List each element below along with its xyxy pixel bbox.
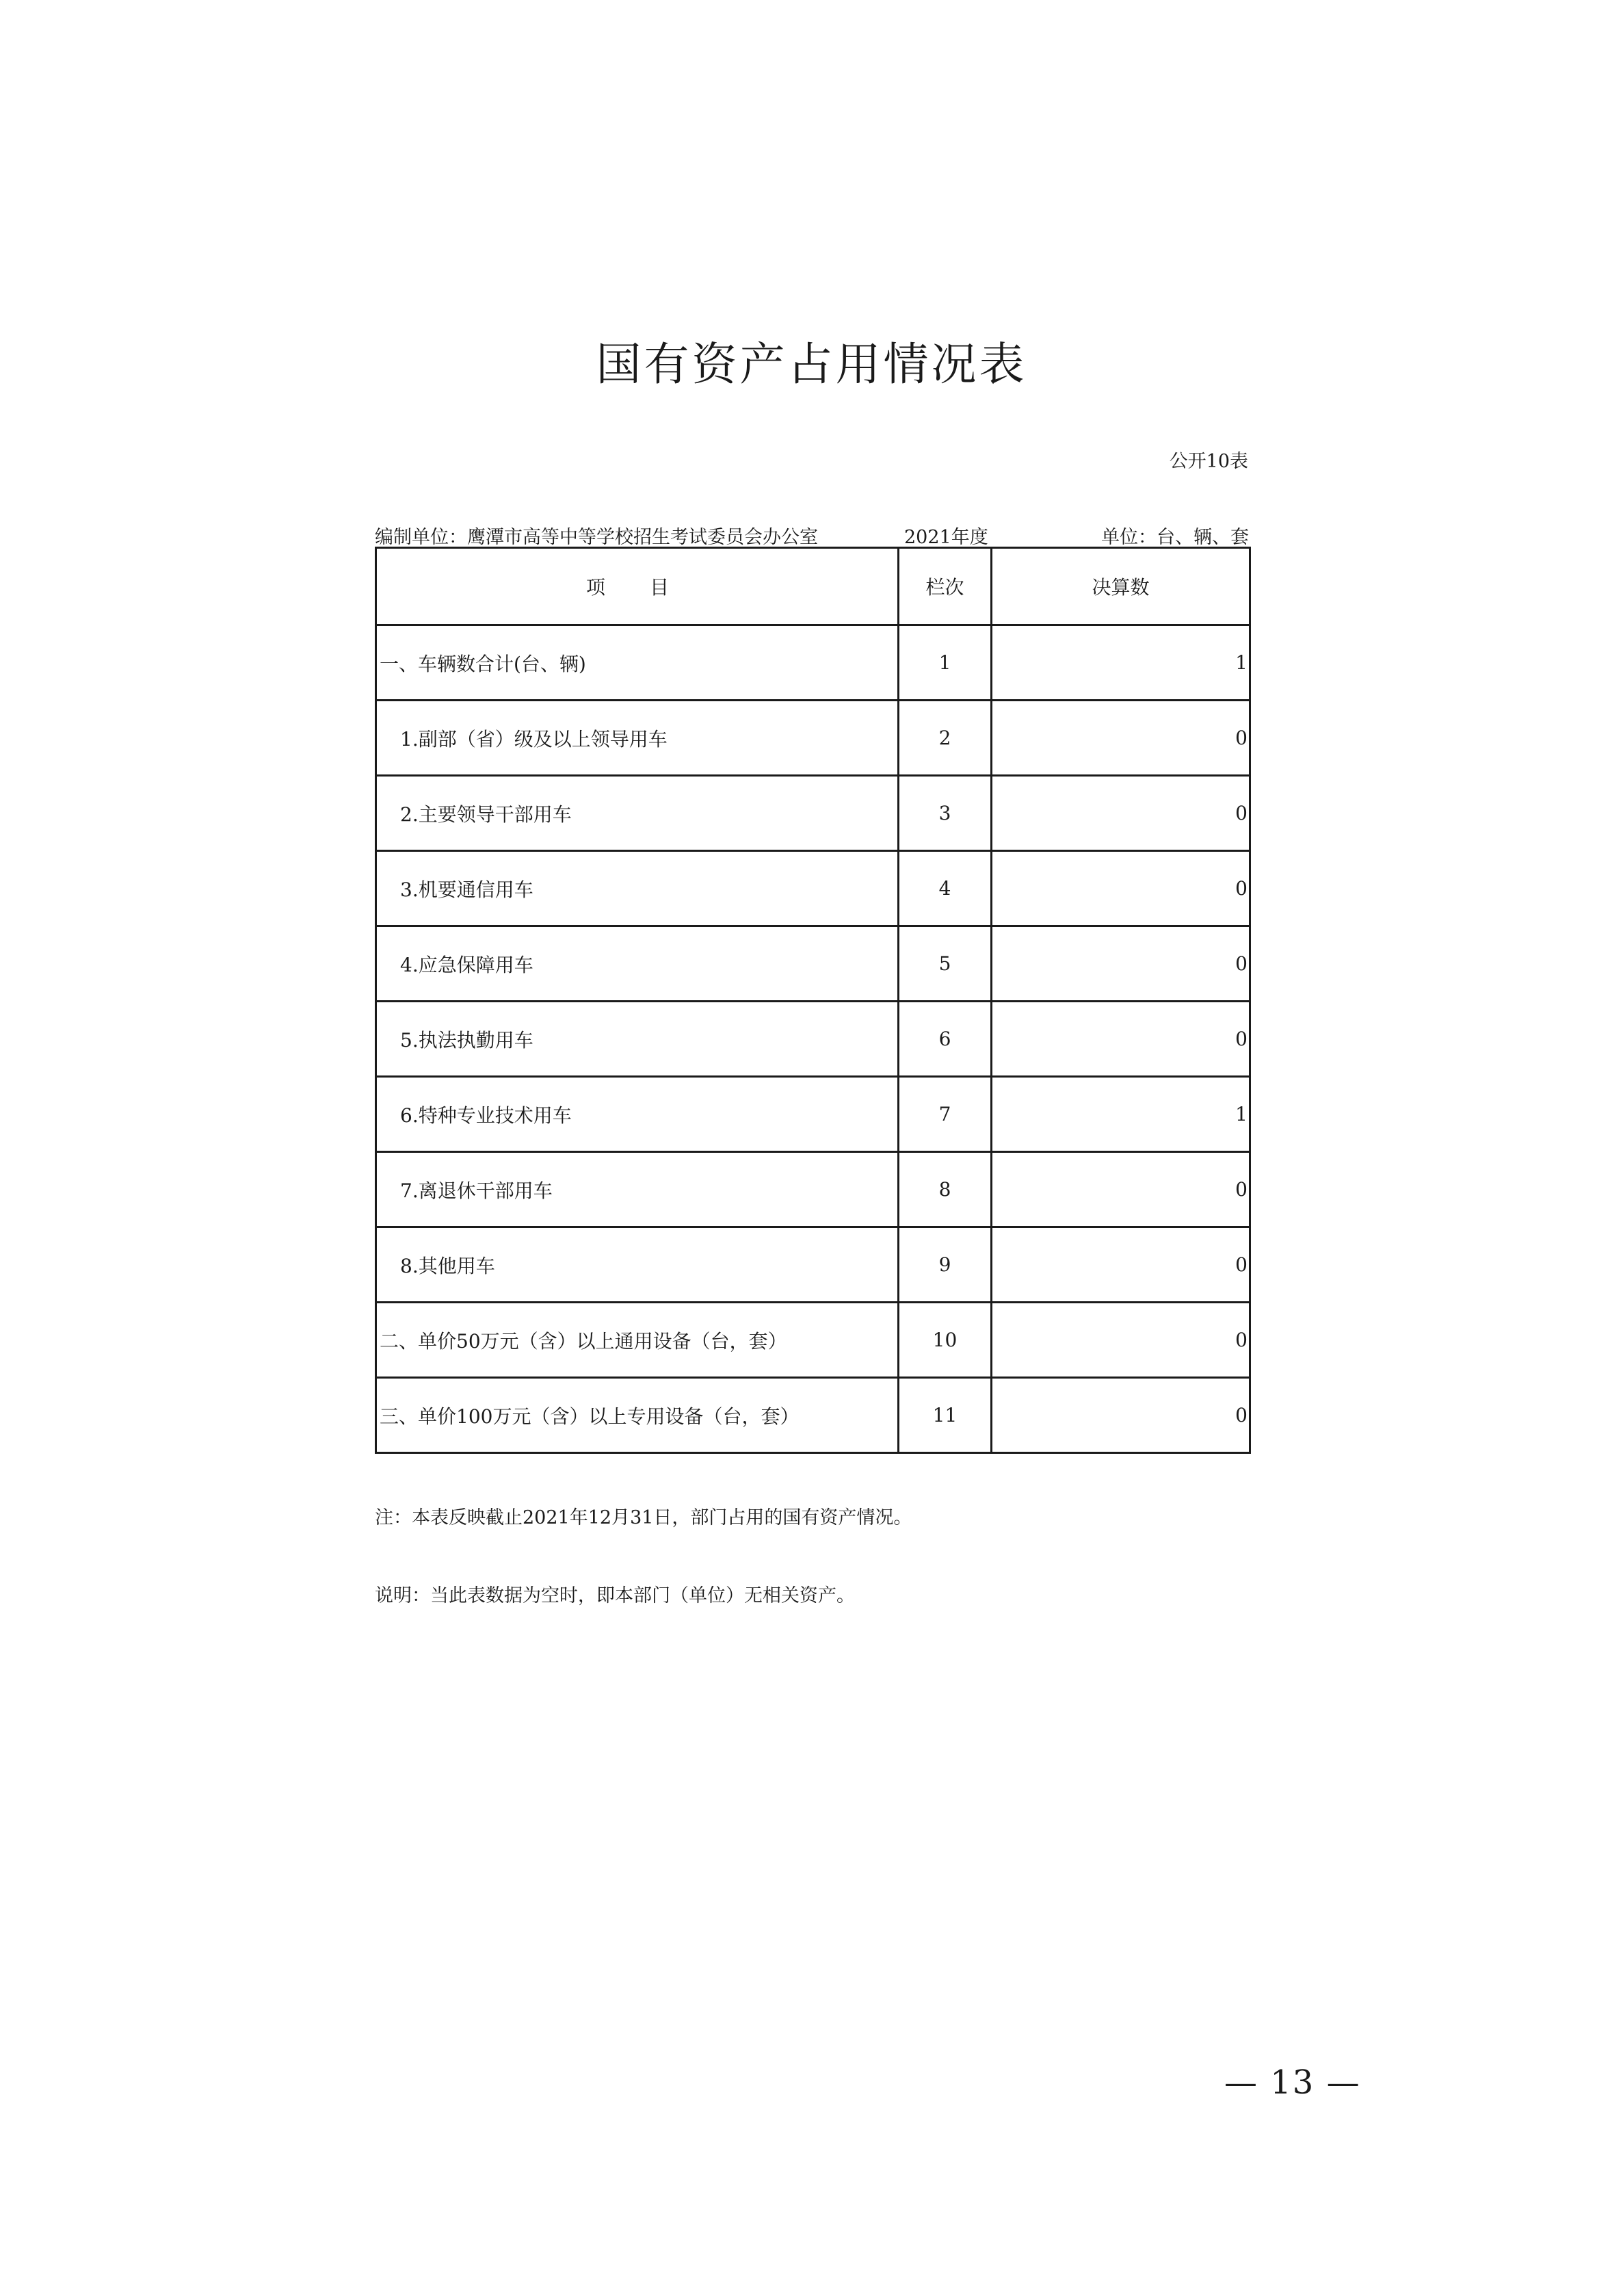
row-item: 三、单价100万元（含）以上专用设备（台，套） <box>376 1378 899 1453</box>
row-line-no: 2 <box>899 701 992 776</box>
header-line-no: 栏次 <box>899 548 992 625</box>
table-row <box>376 701 1250 776</box>
row-item: 5.执法执勤用车 <box>376 1002 899 1077</box>
table-row <box>376 625 1250 701</box>
form-code: 公开10表 <box>1169 451 1248 472</box>
row-item: 4.应急保障用车 <box>376 926 899 1002</box>
table-row <box>376 1002 1250 1077</box>
row-line-no: 8 <box>899 1152 992 1227</box>
row-line-no: 6 <box>899 1002 992 1077</box>
row-line-no: 3 <box>899 776 992 851</box>
table-row <box>376 1303 1250 1378</box>
row-value: 1 <box>992 1077 1250 1152</box>
row-item: 一、车辆数合计(台、辆) <box>376 625 899 701</box>
row-item: 8.其他用车 <box>376 1227 899 1303</box>
row-item: 1.副部（省）级及以上领导用车 <box>376 701 899 776</box>
row-value: 1 <box>992 625 1250 701</box>
row-item: 7.离退休干部用车 <box>376 1152 899 1227</box>
table-row <box>376 1152 1250 1227</box>
page-number: — 13 — <box>1224 2063 1361 2102</box>
row-value: 0 <box>992 1378 1250 1453</box>
row-item: 3.机要通信用车 <box>376 851 899 926</box>
table-row <box>376 1378 1250 1453</box>
row-value: 0 <box>992 926 1250 1002</box>
row-line-no: 7 <box>899 1077 992 1152</box>
asset-table <box>375 547 1251 1454</box>
header-value: 决算数 <box>992 548 1250 625</box>
header-item: 项 目 <box>376 548 899 625</box>
table-explanation: 说明：当此表数据为空时，即本部门（单位）无相关资产。 <box>375 1585 855 1606</box>
row-item: 2.主要领导干部用车 <box>376 776 899 851</box>
row-value: 0 <box>992 1303 1250 1378</box>
row-line-no: 10 <box>899 1303 992 1378</box>
measurement-unit: 单位：台、辆、套 <box>1101 527 1249 548</box>
table-header-row <box>376 548 1250 625</box>
row-value: 0 <box>992 851 1250 926</box>
row-item: 6.特种专业技术用车 <box>376 1077 899 1152</box>
row-line-no: 11 <box>899 1378 992 1453</box>
table-row <box>376 1077 1250 1152</box>
row-line-no: 1 <box>899 625 992 701</box>
table-row <box>376 851 1250 926</box>
row-line-no: 9 <box>899 1227 992 1303</box>
page-title: 国有资产占用情况表 <box>596 338 1027 391</box>
row-item: 二、单价50万元（含）以上通用设备（台，套） <box>376 1303 899 1378</box>
row-line-no: 4 <box>899 851 992 926</box>
fiscal-year: 2021年度 <box>904 527 988 548</box>
row-line-no: 5 <box>899 926 992 1002</box>
row-value: 0 <box>992 776 1250 851</box>
row-value: 0 <box>992 1152 1250 1227</box>
table-row <box>376 1227 1250 1303</box>
compiler-unit: 编制单位：鹰潭市高等中等学校招生考试委员会办公室 <box>375 527 818 548</box>
row-value: 0 <box>992 1002 1250 1077</box>
table-meta-row <box>375 522 1249 547</box>
table-row <box>376 776 1250 851</box>
row-value: 0 <box>992 701 1250 776</box>
table-note: 注：本表反映截止2021年12月31日，部门占用的国有资产情况。 <box>375 1507 912 1528</box>
row-value: 0 <box>992 1227 1250 1303</box>
table-row <box>376 926 1250 1002</box>
